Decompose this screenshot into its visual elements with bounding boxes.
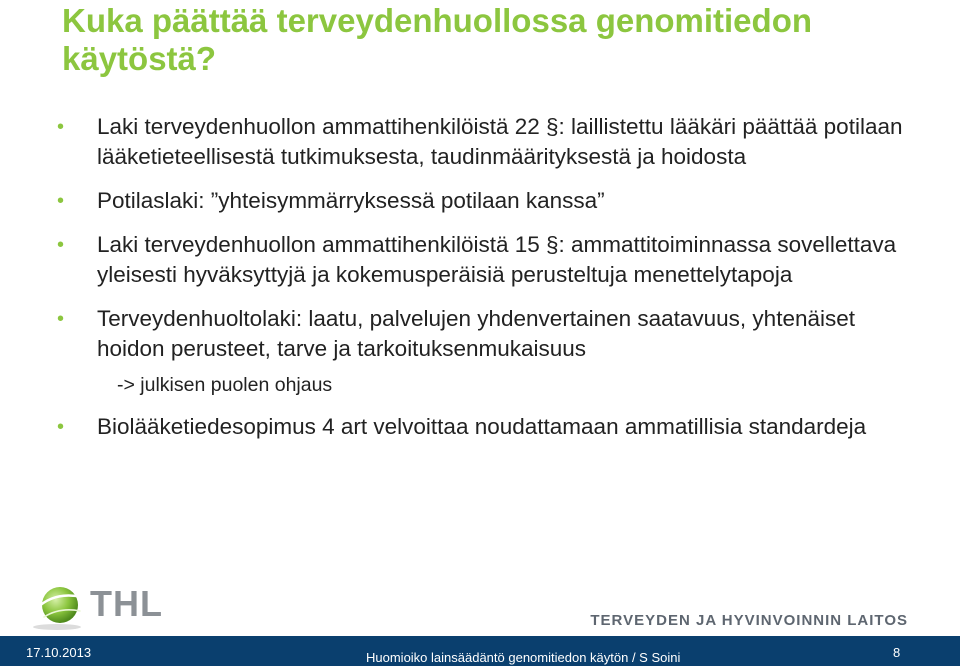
bullet-text: Laki terveydenhuollon ammattihenkilöistä 22 §: laillistettu lääkäri päättää potilaan lääketieteellisestä tutkimuksesta, taudinmäärityksestä ja hoidosta [97,114,903,169]
slide-title: Kuka päättää terveydenhuollossa genomitiedon käytöstä? [62,2,813,77]
bullet-item [55,412,915,442]
bullet-item [55,186,915,216]
bullet-item [55,304,915,398]
footer-date: 17.10.2013 [26,645,92,660]
page-number: 8 [893,645,901,660]
bullet-dot-icon: • [57,116,65,138]
organization-name: TERVEYDEN JA HYVINVOINNIN LAITOS [590,612,908,629]
bullet-subtext: -> julkisen puolen ohjaus [117,374,333,396]
bullet-dot-icon: • [57,308,65,330]
bullet-text: Potilaslaki: ”yhteisymmärryksessä potilaan kanssa” [97,188,605,213]
bullet-list [55,112,915,456]
bullet-dot-icon: • [57,416,65,438]
logo-text: THL [90,583,163,624]
bullet-item [55,230,915,290]
bullet-dot-icon: • [57,234,65,256]
footer-note: Huomioiko lainsäädäntö genomitiedon käytön / S Soini [366,650,681,665]
bullet-item [55,112,915,172]
bullet-text: Laki terveydenhuollon ammattihenkilöistä 15 §: ammattitoiminnassa sovellettava yleisesti hyväksyttyjä ja kokemusperäisiä perusteltuja menettelytapoja [97,232,897,287]
bullet-text: Terveydenhuoltolaki: laatu, palvelujen yhdenvertainen saatavuus, yhtenäiset hoidon perusteet, tarve ja tarkoituksenmukaisuus [97,306,856,361]
bullet-dot-icon: • [57,190,65,212]
bullet-text: Biolääketiedesopimus 4 art velvoittaa noudattamaan ammatillisia standardeja [97,414,867,439]
